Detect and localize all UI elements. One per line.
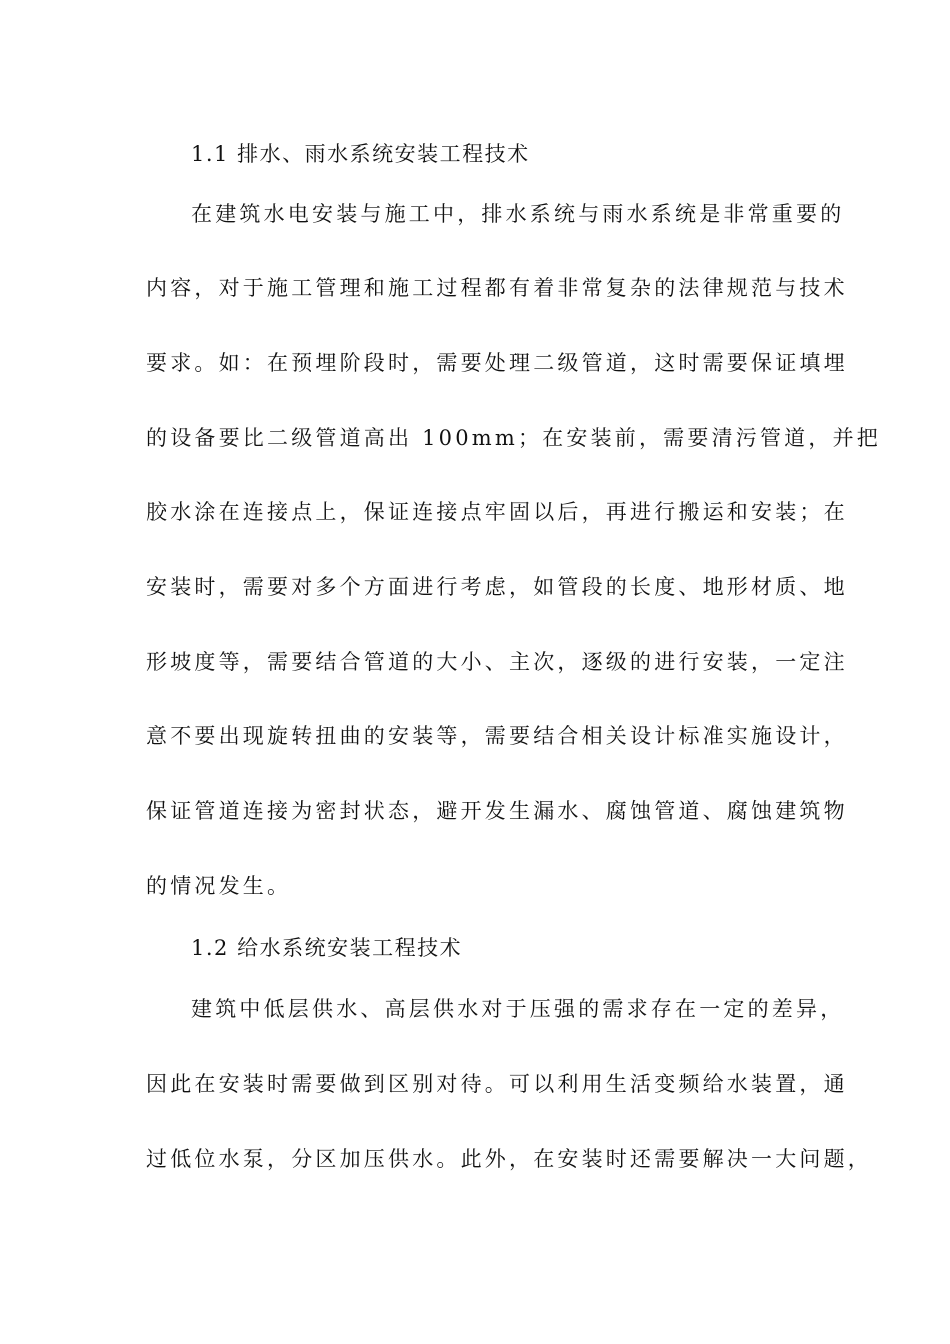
paragraph-line: 内容，对于施工管理和施工过程都有着非常复杂的法律规范与技术 [146,276,848,300]
section-heading-1-2: 1.2 给水系统安装工程技术 [191,936,463,960]
paragraph-line: 的设备要比二级管道高出 100mm；在安装前，需要清污管道，并把 [146,426,881,450]
paragraph-line: 建筑中低层供水、高层供水对于压强的需求存在一定的差异， [191,997,845,1021]
paragraph-line: 因此在安装时需要做到区别对待。可以利用生活变频给水装置，通 [146,1072,848,1096]
paragraph-line: 要求。如：在预埋阶段时，需要处理二级管道，这时需要保证填埋 [146,351,848,375]
paragraph-line: 胶水涂在连接点上，保证连接点牢固以后，再进行搬运和安装；在 [146,500,848,524]
paragraph-line: 的情况发生。 [146,874,292,898]
paragraph-line: 在建筑水电安装与施工中，排水系统与雨水系统是非常重要的 [191,202,845,226]
paragraph-line: 意不要出现旋转扭曲的安装等，需要结合相关设计标准实施设计， [146,724,848,748]
paragraph-line: 过低位水泵，分区加压供水。此外，在安装时还需要解决一大问题， [146,1147,872,1171]
paragraph-line: 形坡度等，需要结合管道的大小、主次，逐级的进行安装，一定注 [146,650,848,674]
paragraph-line: 安装时，需要对多个方面进行考虑，如管段的长度、地形材质、地 [146,575,848,599]
section-heading-1-1: 1.1 排水、雨水系统安装工程技术 [191,142,530,166]
paragraph-line: 保证管道连接为密封状态，避开发生漏水、腐蚀管道、腐蚀建筑物 [146,799,848,823]
